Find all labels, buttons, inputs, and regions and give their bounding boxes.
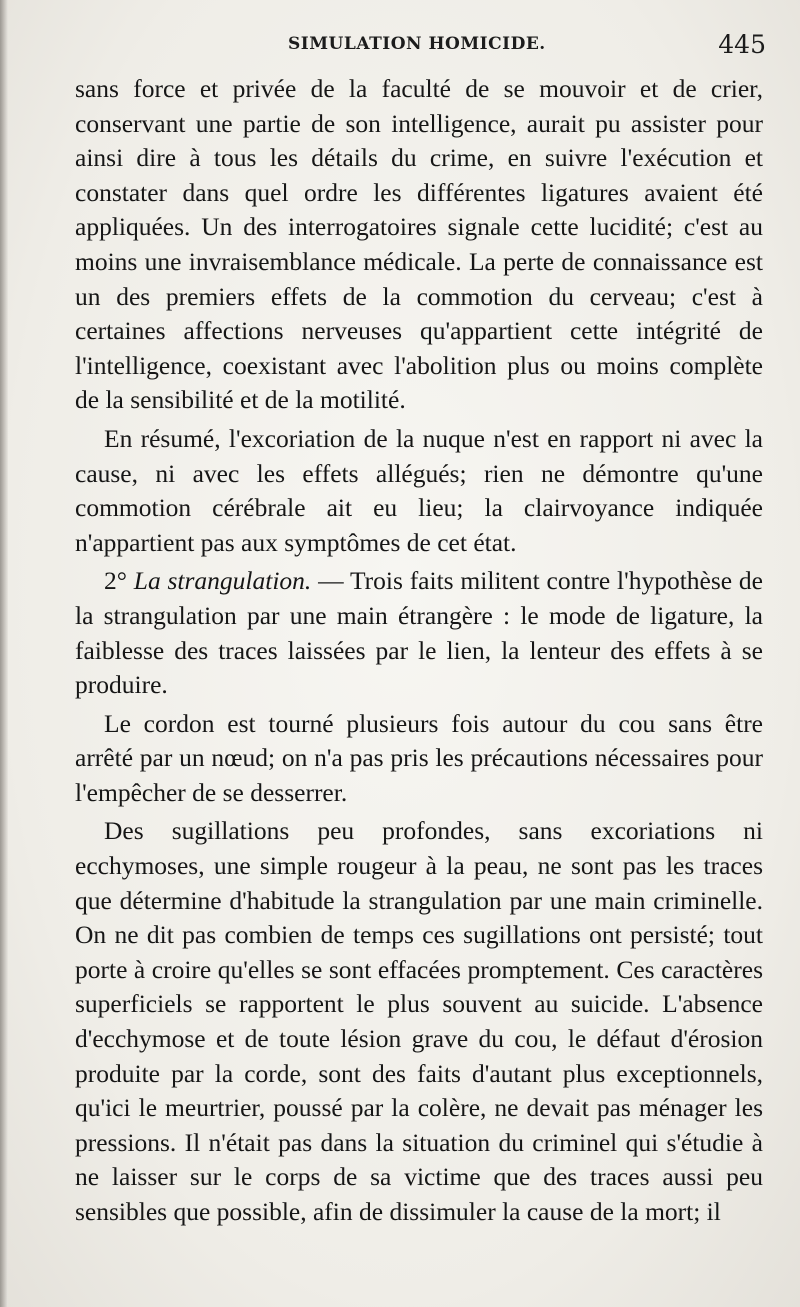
page-number: 445 [718, 30, 766, 59]
paragraph-3-text: — Trois faits militent contre l'hypothèse de la strangulation par une main étrangère : le mode de ligature, la faiblesse des traces laissées par le lien, la lenteur des effets à se produire. [75, 566, 763, 700]
page-header [0, 30, 800, 64]
paragraph-5: Des sugillations peu profondes, sans excoriations ni ecchymoses, une simple rougeur à la peau, ne sont pas les traces que détermine d'habitude la strangulation par une main criminelle. On ne dit pas combien de temps ces sugillations ont persisté; tout porte à croire qu'elles se sont effacées promptement. Ces caractères superficiels se rapportent le plus souvent au suicide. L'absence d'ecchymose et de toute lésion grave du cou, le défaut d'érosion produite par la corde, sont des faits d'autant plus exceptionnels, qu'ici le meurtrier, poussé par la colère, ne devait pas ménager les pressions. Il n'était pas dans la situation du criminel qui s'étudie à ne laisser sur le corps de sa victime que des traces aussi peu sensibles que possible, afin de dissimuler la cause de la mort; il [75, 816, 763, 1226]
section-number: 2° [104, 566, 134, 596]
section-heading: La strangulation. [133, 566, 312, 596]
running-head: SIMULATION HOMICIDE. [288, 34, 546, 54]
paragraph-2: En résumé, l'excoriation de la nuque n'est en rapport ni avec la cause, ni avec les effets allégués; rien ne démontre qu'une commotion cérébrale ait eu lieu; la clairvoyance indiquée n'appartient pas aux symptômes de cet état. [75, 423, 763, 557]
paragraph-4: Le cordon est tourné plusieurs fois autour du cou sans être arrêté par un nœud; on n'a pas pris les précautions nécessaires pour l'empêcher de se desserrer. [75, 708, 763, 807]
paragraph-3 [75, 564, 763, 702]
paragraph-1: sans force et privée de la faculté de se mouvoir et de crier, conservant une partie de son intelligence, aurait pu assister pour ainsi dire à tous les détails du crime, en suivre l'exécution et constater dans quel ordre les différentes ligatures avaient été appliquées. Un des interrogatoires signale cette lucidité; c'est au moins une invraisemblance médicale. La perte de connaissance est un des premiers effets de la commotion du cerveau; c'est à certaines affections nerveuses qu'appartient cette intégrité de l'intelligence, coexistant avec l'abolition plus ou moins complète de la sensibilité et de la motilité. [75, 74, 763, 415]
page-binding-edge [0, 0, 8, 1307]
body-text [75, 72, 763, 1230]
